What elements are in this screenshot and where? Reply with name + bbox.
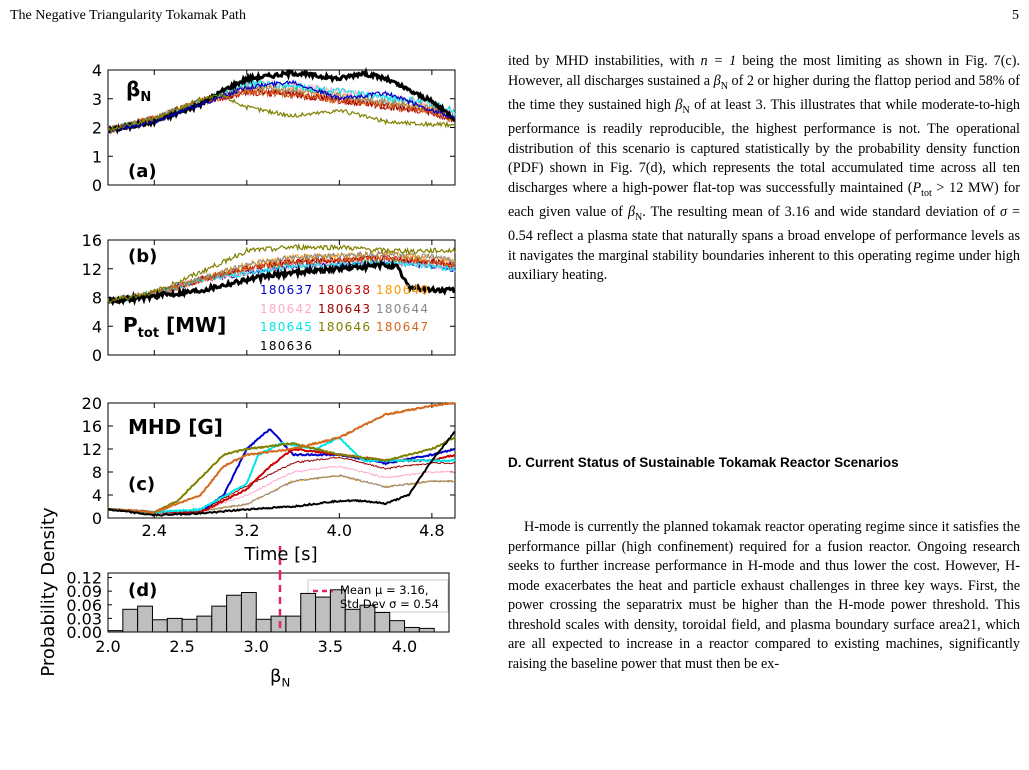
body-paragraph-2: H-mode is currently the planned tokamak reactor operating regime since it satisfies the performance pillar (high confinement) required for a fusion reactor. Ongoing research seeks to further increase performance in H-mode and thus lower the cost. However, H-mode exacerbates the heat and particle exhaust challenges in three key ways. First, the power crossing the separatrix must be higher than the H-mode power threshold. This threshold scales with density, toroidal field, and plasma boundary surface area21, which are all expected to increase in a reactor compared to existing machines, significantly raising the baseline power that must then be ex- [508, 519, 1020, 672]
hist-ytick-label: 0.12 [66, 568, 102, 588]
panel-d-label: (d) [128, 580, 158, 601]
ytick-label-a: 3 [91, 89, 102, 109]
body-paragraph-1: ited by MHD instabilities, with n = 1 being the most limiting as shown in Fig. 7(c). However, all discharges sustained a $\beta_N$ of 2 or higher during the flattop period and 58% of the time they sustained high $\beta_N$ of at least 3. This illustrates that while moderate-to-high performance is readily reproducible, the highest performance is not. The operational distribution of this scenario is captured statistically by the probability density function (PDF) shown in Fig. 7(d), which represents the total accumulated time across all ten discharges where a high-power flat-top was successfully maintained ($P_{tot} > 12$ MW) for each given value of $\beta_N$. The resulting mean of 3.16 and wide standard deviation of σ = 0.54 reflect a plasma state that naturally spans a broad envelope of performance levels as it navigates the marginal stability boundaries inherent to this operating regime under high auxiliary heating. [508, 53, 1021, 284]
math-beta-n: $\beta_N$ [713, 72, 728, 92]
legend-entry-180636: 180636 [260, 339, 312, 353]
histogram-bar [256, 619, 271, 632]
ytick-label-c: 20 [81, 394, 102, 413]
histogram-bar [182, 619, 197, 632]
histogram-bar [419, 628, 434, 632]
hist-legend-mean: Mean μ = 3.16, [340, 583, 429, 597]
histogram-bar [227, 595, 242, 632]
hist-ytick-label: 0.00 [66, 623, 102, 642]
panel-a-title: $\beta_N$ [126, 77, 152, 105]
math-beta-n: $\beta_N$ [627, 203, 643, 223]
body-paragraph-2-container [508, 518, 1020, 766]
panel-a-label: (a) [128, 161, 157, 182]
hist-legend-std: Std Dev σ = 0.54 [340, 597, 439, 611]
trace-a-180647 [108, 89, 455, 133]
xtick-label-time: 4.0 [326, 521, 353, 540]
histogram-bar [301, 593, 316, 632]
section-heading: D. Current Status of Sustainable Tokamak Reactor Scenarios [508, 455, 899, 470]
histogram-bar [197, 616, 212, 632]
ytick-label-c: 0 [91, 509, 102, 528]
math-p-tot: $P_{tot}$ [912, 179, 932, 199]
legend-entry-180640: 180640 [376, 283, 428, 297]
hist-xtick-label: 2.0 [95, 637, 121, 656]
ytick-label-c: 4 [91, 486, 102, 505]
histogram-bar [316, 597, 331, 632]
hist-xtick-label: 4.0 [391, 637, 418, 656]
hist-ylabel: Probability Density [38, 507, 59, 677]
histogram-bar [286, 616, 301, 632]
hist-ytick-label: 0.06 [66, 595, 102, 615]
ytick-label-b: 4 [91, 317, 102, 337]
trace-c-180642 [108, 466, 455, 513]
histogram-bar [271, 616, 286, 632]
ytick-label-b: 12 [81, 259, 102, 279]
ytick-label-b: 8 [91, 288, 102, 308]
legend-entry-180642: 180642 [260, 302, 312, 316]
legend-entry-180637: 180637 [260, 283, 312, 297]
histogram-bar [375, 612, 390, 632]
hist-xtick-label: 2.5 [169, 637, 195, 656]
histogram-bar [138, 606, 153, 632]
page-number: 5 [1012, 8, 1019, 23]
ytick-label-b: 16 [81, 231, 102, 250]
time-axis-label: Time [s] [244, 544, 318, 565]
histogram-bar [152, 620, 167, 632]
legend-entry-180644: 180644 [376, 302, 428, 316]
legend-entry-180647: 180647 [376, 320, 428, 334]
histogram-bar [241, 593, 256, 632]
hist-ytick-label: 0.03 [66, 609, 102, 629]
hist-ytick-label: 0.09 [66, 582, 102, 602]
ytick-label-a: 4 [91, 61, 102, 80]
running-title: The Negative Triangularity Tokamak Path [10, 8, 246, 23]
xtick-label-time: 4.8 [419, 521, 445, 540]
histogram-bar [212, 606, 227, 632]
legend-entry-180643: 180643 [318, 302, 370, 316]
math-inline: σ [1000, 203, 1008, 220]
histogram-bar [345, 609, 360, 632]
ytick-label-c: 8 [91, 463, 102, 482]
histogram-bar [405, 627, 420, 632]
histogram-bar [167, 618, 182, 632]
hist-xtick-label: 3.0 [243, 637, 269, 656]
panel-c-title: MHD [G] [128, 415, 223, 439]
math-inline: n = 1 [700, 53, 737, 69]
histogram-bar [390, 621, 405, 632]
xtick-label-time: 2.4 [141, 521, 167, 540]
text-column-right [508, 52, 1020, 286]
panel-c-label: (c) [128, 474, 156, 495]
figure-7 [0, 0, 500, 770]
panel-b-title: $P_{tot}$ [MW] [123, 313, 227, 341]
ytick-label-c: 12 [81, 440, 102, 459]
ytick-label-b: 0 [91, 346, 102, 365]
math-beta-n: $\beta_N$ [675, 96, 690, 116]
panel-b-label: (b) [128, 246, 158, 267]
xtick-label-time: 3.2 [234, 521, 260, 540]
legend-entry-180646: 180646 [318, 320, 370, 334]
ytick-label-c: 16 [81, 417, 102, 436]
histogram-bar [123, 609, 138, 632]
ytick-label-a: 1 [91, 147, 102, 167]
hist-xlabel: $\beta_N$ [270, 666, 291, 690]
ytick-label-a: 0 [91, 176, 102, 195]
legend-entry-180638: 180638 [318, 283, 370, 297]
histogram-bar [108, 631, 123, 632]
trace-a-180643 [108, 89, 455, 133]
legend-entry-180645: 180645 [260, 320, 312, 334]
ytick-label-a: 2 [91, 118, 102, 138]
hist-xtick-label: 3.5 [317, 637, 344, 656]
